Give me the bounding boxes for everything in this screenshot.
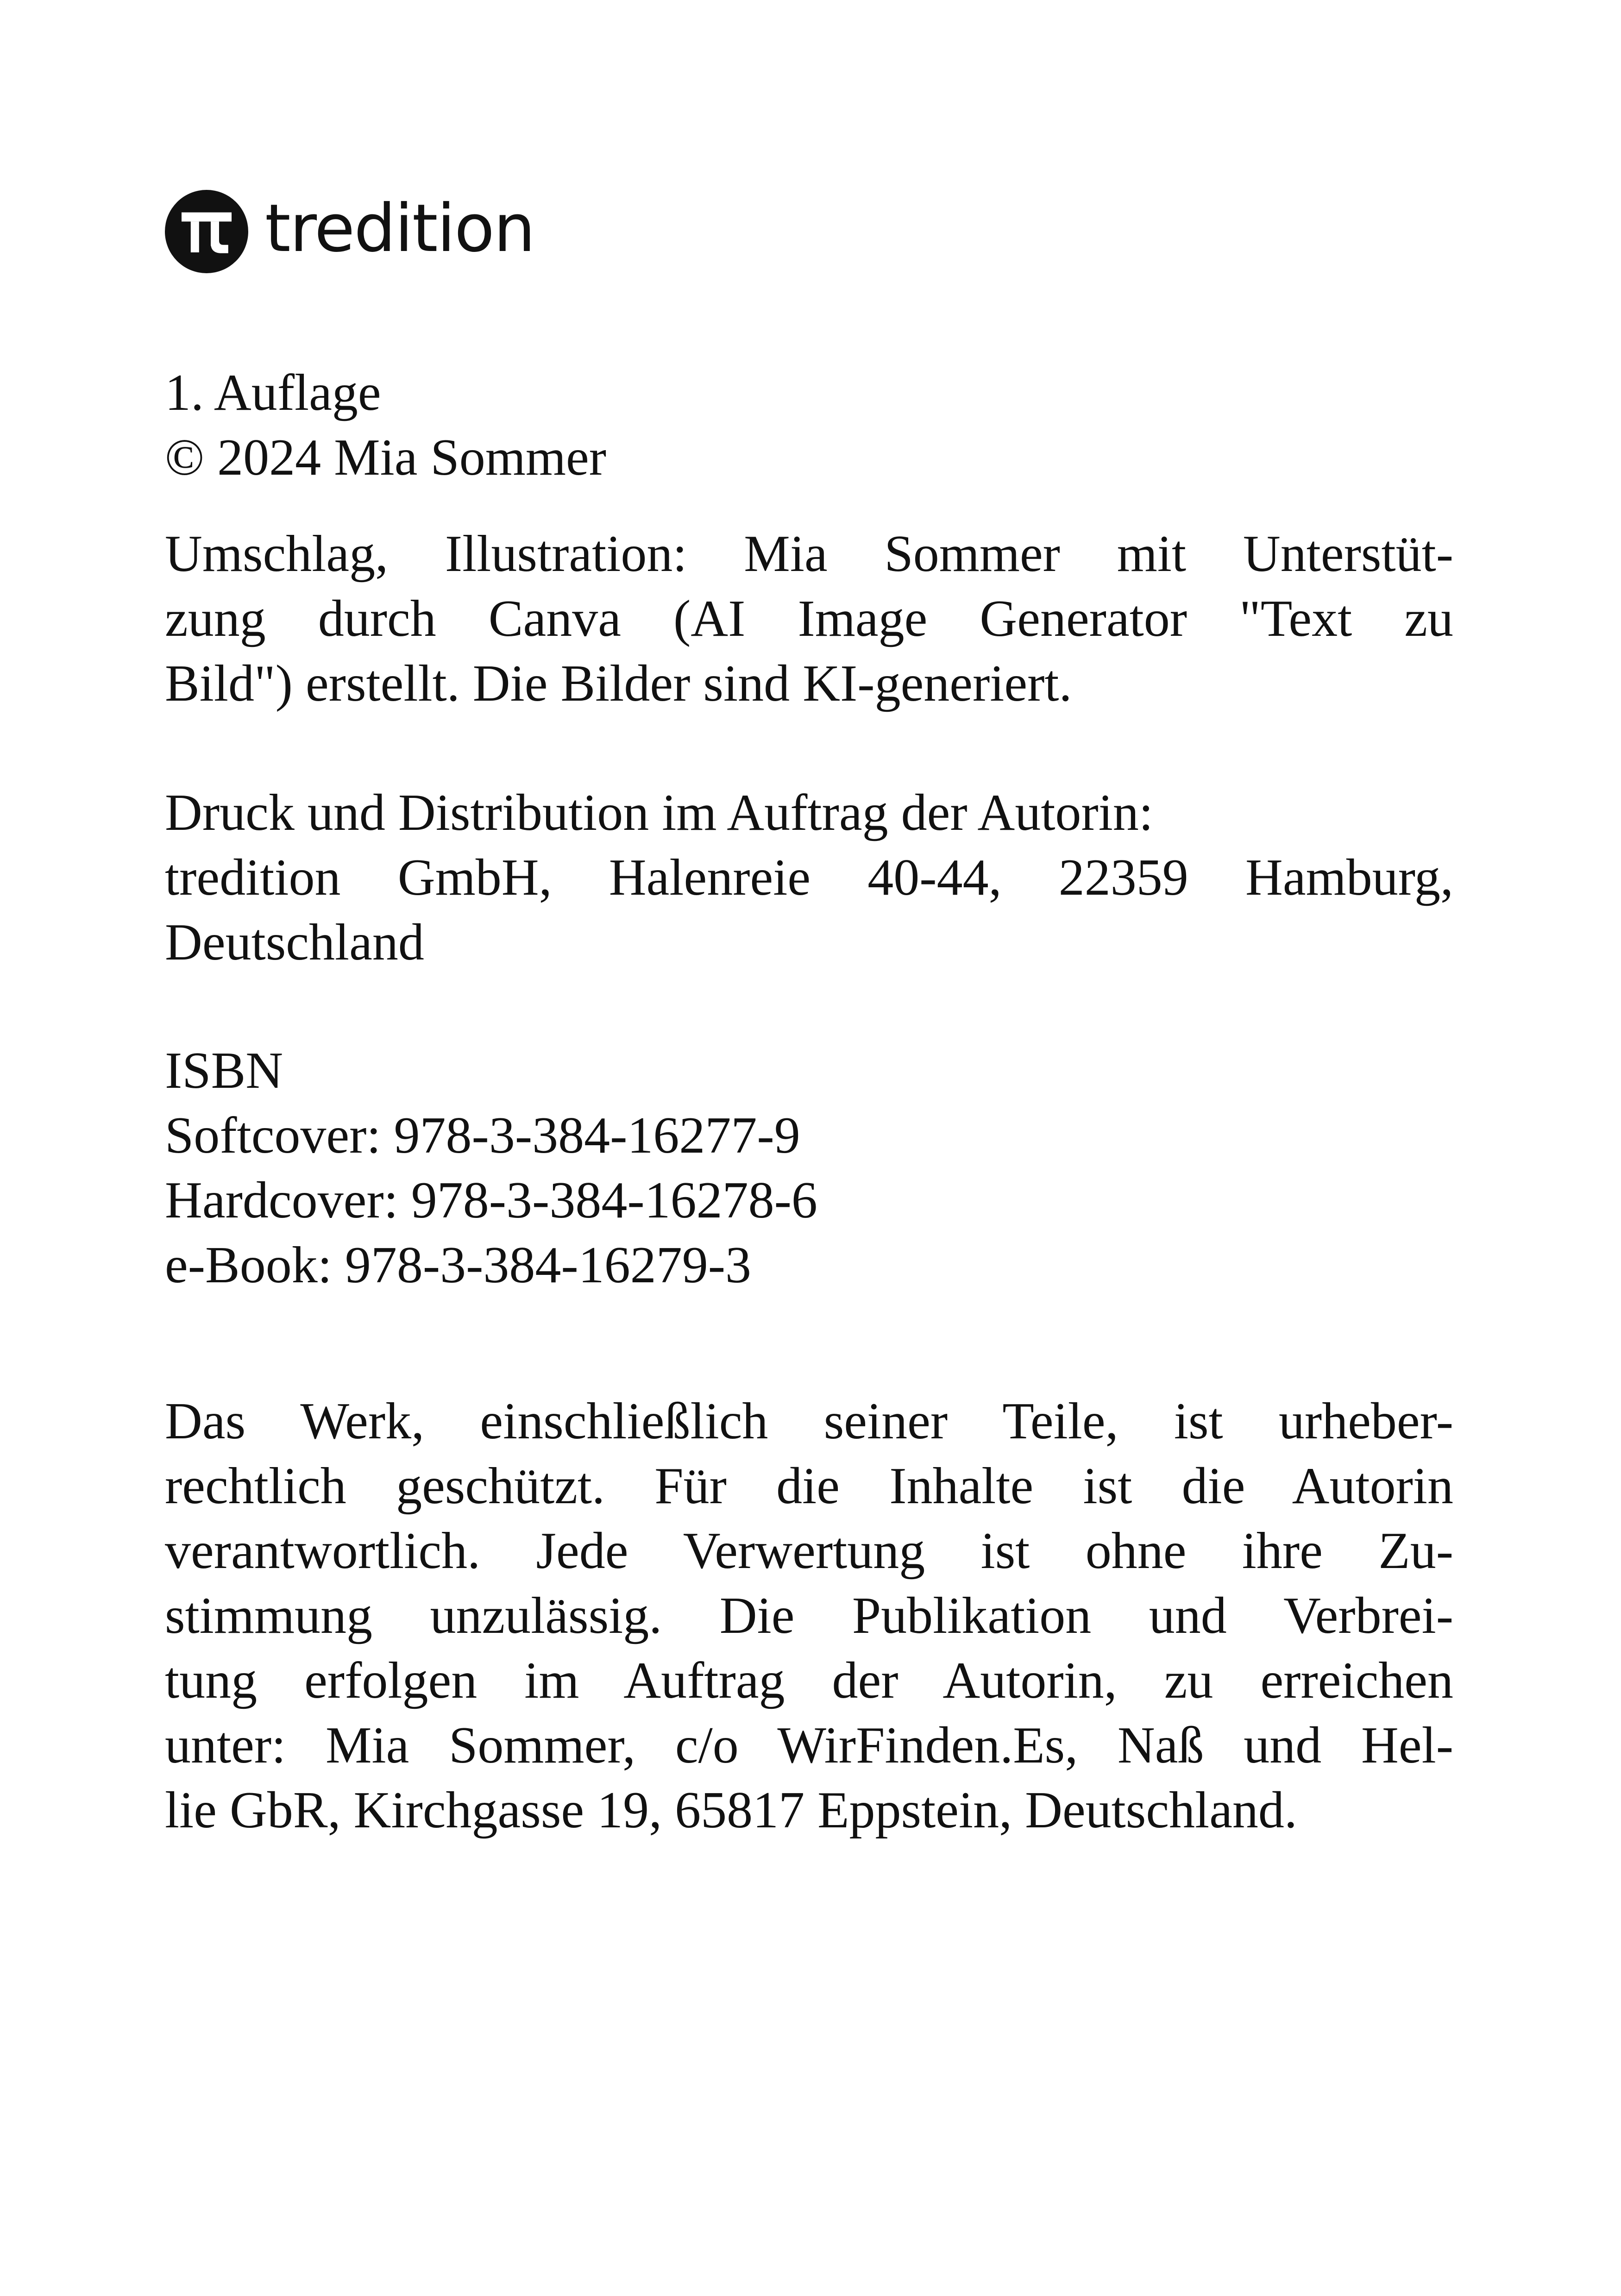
print-distribution-block bbox=[165, 780, 1453, 975]
edition-line: 1. Auflage bbox=[165, 364, 381, 421]
cover-credit-line: Umschlag, Illustration: Mia Sommer mit Unterstüt- bbox=[165, 525, 1453, 583]
isbn-heading: ISBN bbox=[165, 1042, 283, 1099]
cover-credit-line: Bild") erstellt. Die Bilder sind KI-generiert. bbox=[165, 655, 1072, 712]
print-distribution-line: Druck und Distribution im Auftrag der Autorin: bbox=[165, 784, 1153, 841]
isbn-ebook: e-Book: 978-3-384-16279-3 bbox=[165, 1236, 752, 1294]
copyright-notice-line: unter: Mia Sommer, c/o WirFinden.Es, Naß und Hel- bbox=[165, 1717, 1453, 1774]
isbn-hardcover: Hardcover: 978-3-384-16278-6 bbox=[165, 1172, 817, 1229]
publisher-country-line: Deutschland bbox=[165, 914, 424, 971]
copyright-notice-line: tung erfolgen im Auftrag der Autorin, zu erreichen bbox=[165, 1652, 1453, 1709]
edition-block bbox=[165, 360, 1453, 490]
publisher-wordmark: tredition bbox=[265, 190, 534, 267]
copyright-notice-block bbox=[165, 1389, 1453, 1843]
copyright-notice-line: stimmung unzulässig. Die Publikation und Verbrei- bbox=[165, 1587, 1453, 1644]
copyright-notice-line: verantwortlich. Jede Verwertung ist ohne ihre Zu- bbox=[165, 1522, 1453, 1580]
copyright-line: © 2024 Mia Sommer bbox=[165, 429, 607, 486]
copyright-notice-line: Das Werk, einschließlich seiner Teile, ist urheber- bbox=[165, 1393, 1453, 1450]
publisher-logo bbox=[165, 188, 534, 276]
tredition-logo-icon bbox=[165, 190, 248, 273]
cover-credit-block bbox=[165, 521, 1453, 716]
cover-credit-line: zung durch Canva (AI Image Generator "Text zu bbox=[165, 590, 1453, 647]
isbn-softcover: Softcover: 978-3-384-16277-9 bbox=[165, 1107, 800, 1164]
isbn-block bbox=[165, 1038, 1453, 1298]
copyright-notice-line: rechtlich geschützt. Für die Inhalte ist die Autorin bbox=[165, 1457, 1453, 1515]
copyright-notice-line: lie GbR, Kirchgasse 19, 65817 Eppstein, Deutschland. bbox=[165, 1782, 1297, 1839]
publisher-address-line: tredition GmbH, Halenreie 40-44, 22359 Hamburg, bbox=[165, 849, 1453, 906]
